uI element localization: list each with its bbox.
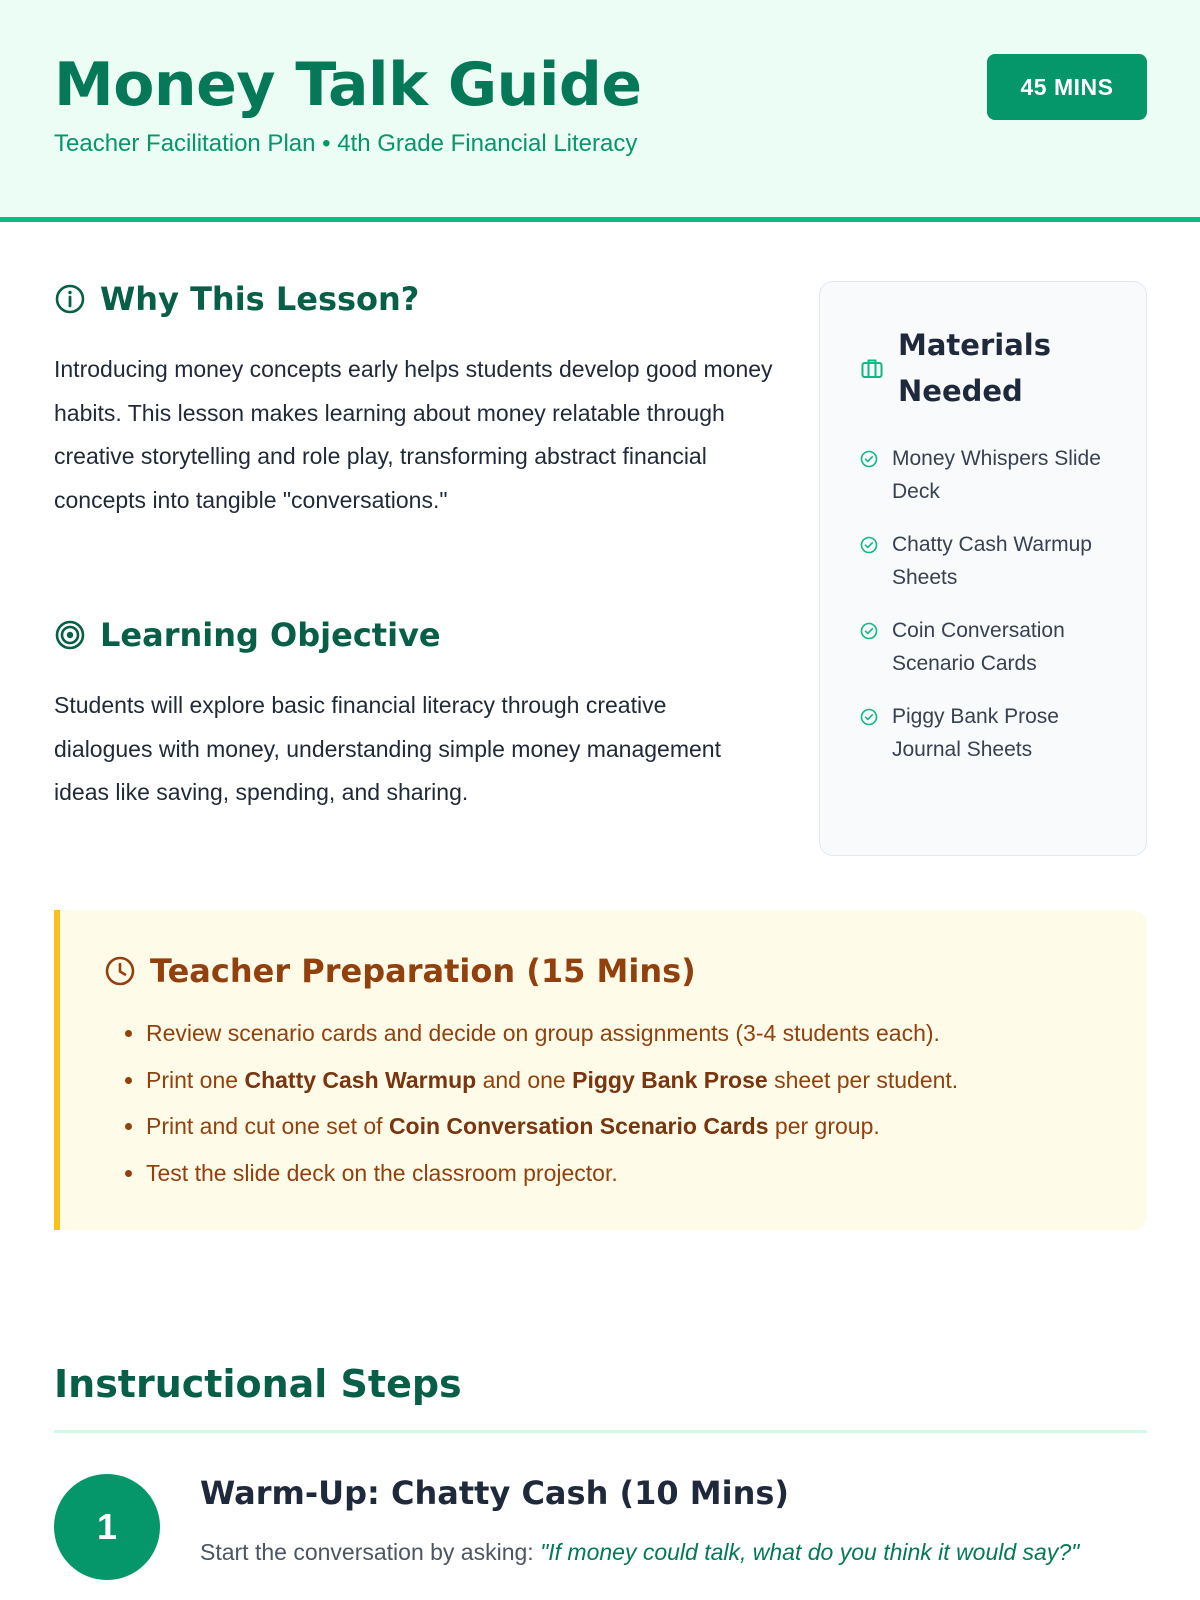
check-circle-icon	[860, 622, 878, 640]
materials-title: Materials Needed	[898, 328, 1051, 408]
steps-heading: Instructional Steps	[54, 1362, 462, 1406]
check-circle-icon	[860, 708, 878, 726]
page-title: Money Talk Guide	[54, 50, 642, 120]
prep-text: sheet per student.	[767, 1066, 959, 1093]
prep-emphasis: Piggy Bank Prose	[572, 1066, 768, 1093]
prep-list	[114, 1010, 958, 1196]
materials-heading	[860, 322, 1058, 414]
step-title: Warm-Up: Chatty Cash (10 Mins)	[200, 1474, 790, 1512]
page-subtitle: Teacher Facilitation Plan • 4th Grade Financial Literacy	[54, 130, 638, 157]
why-body: Introducing money concepts early helps students develop good money habits. This lesson makes learning about money relatable through creative storytelling and role play, transforming abstract financial concepts into tangible "conversations."	[54, 356, 773, 513]
list-item	[860, 442, 1110, 508]
briefcase-icon	[860, 356, 884, 380]
prep-heading	[104, 952, 696, 990]
prep-heading-text: Teacher Preparation (15 Mins)	[150, 952, 696, 990]
list-item	[860, 614, 1110, 680]
objective-body: Students will explore basic financial literacy through creative dialogues with money, understanding simple money management ideas like saving, spending, and sharing.	[54, 692, 721, 805]
why-heading	[54, 280, 419, 318]
material-label: Coin Conversation Scenario Cards	[892, 619, 1065, 675]
step-lead: Start the conversation by asking:	[200, 1539, 541, 1565]
duration-badge: 45 MINS	[987, 54, 1147, 120]
step-number: 1	[54, 1474, 160, 1580]
info-icon	[54, 283, 86, 315]
objective-heading	[54, 616, 441, 654]
materials-card	[819, 281, 1147, 856]
why-heading-text: Why This Lesson?	[100, 280, 420, 318]
target-icon	[54, 619, 86, 651]
prep-text: and one	[476, 1066, 573, 1093]
step-quote: "If money could talk, what do you think it would say?"	[540, 1539, 1080, 1565]
list-item	[860, 528, 1110, 594]
list-item: • Test the slide deck on the classroom projector.	[146, 1150, 958, 1197]
teacher-prep-callout	[54, 910, 1147, 1230]
prep-text: Print one	[146, 1066, 245, 1093]
check-circle-icon	[860, 536, 878, 554]
material-label: Piggy Bank Prose Journal Sheets	[892, 705, 1059, 761]
list-item	[860, 700, 1110, 766]
clock-icon	[104, 955, 136, 987]
list-item	[146, 1103, 958, 1150]
check-circle-icon	[860, 450, 878, 468]
material-label: Chatty Cash Warmup Sheets	[892, 533, 1092, 589]
list-item	[146, 1057, 958, 1104]
list-item: • Review scenario cards and decide on group assignments (3-4 students each).	[146, 1010, 958, 1057]
prep-text: per group.	[768, 1113, 880, 1139]
prep-text: Print and cut one set of	[146, 1113, 389, 1139]
step-description	[200, 1532, 1120, 1572]
materials-list	[860, 442, 1110, 786]
material-label: Money Whispers Slide Deck	[892, 447, 1101, 503]
divider	[54, 1430, 1147, 1433]
objective-heading-text: Learning Objective	[100, 616, 441, 654]
prep-emphasis: Chatty Cash Warmup	[244, 1066, 477, 1093]
prep-emphasis: Coin Conversation Scenario Cards	[388, 1113, 769, 1139]
header	[0, 0, 1200, 222]
